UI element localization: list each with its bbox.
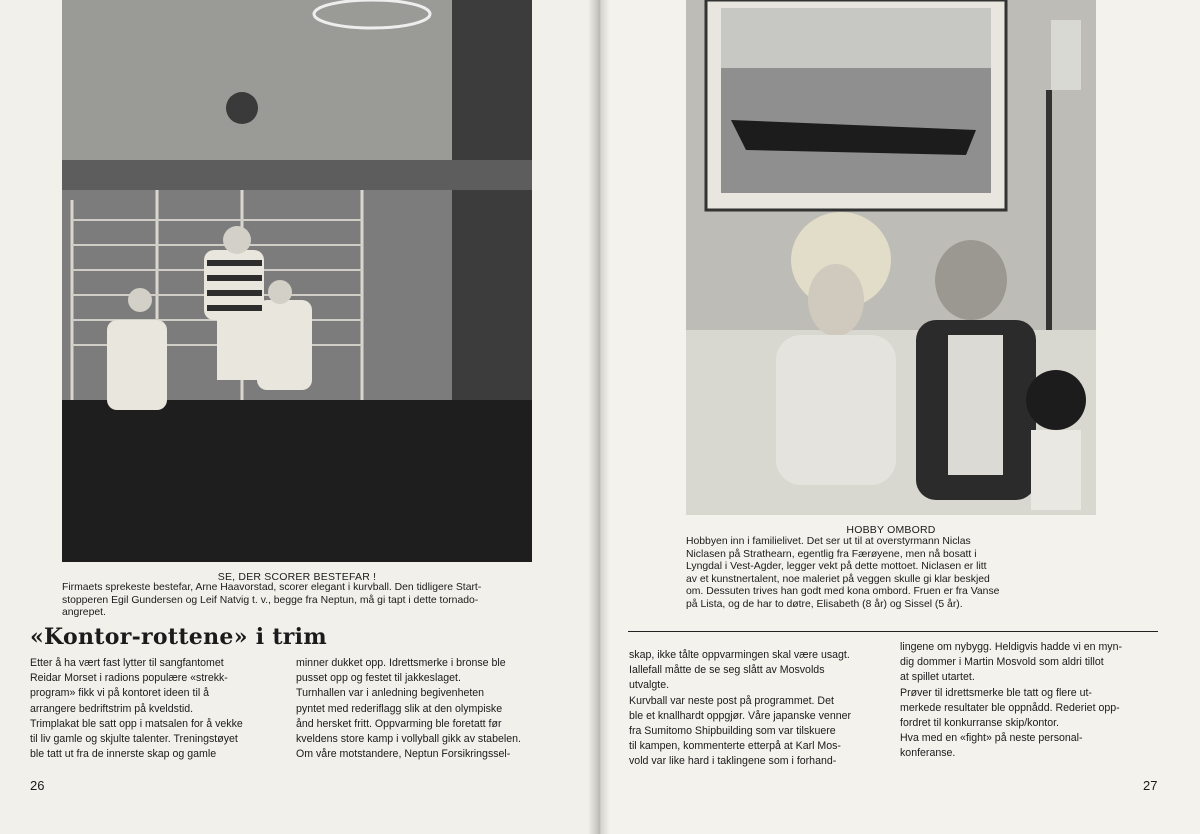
- book-gutter: [588, 0, 610, 834]
- text-line: at spillet utartet.: [900, 671, 975, 684]
- article-column-2: [296, 656, 558, 762]
- article-column-1: [30, 656, 280, 762]
- text-line: Prøver til idrettsmerke ble tatt og flere ut-: [900, 686, 1092, 699]
- text-line: pusset opp og festet til jakkeslaget.: [296, 672, 461, 685]
- basketball-photo: [62, 0, 532, 562]
- text-line: utvalgte.: [629, 679, 670, 692]
- left-photo-caption: [62, 582, 538, 620]
- couple-photo-drawing: [686, 0, 1096, 515]
- caption-line: om. Dessuten trives han godt med kona ombord. Fruen er fra Vanse: [686, 586, 1000, 597]
- caption-line: stopperen Egil Gundersen og Leif Natvig t. v., begge fra Neptun, må gi tapt i dette tornado-: [62, 594, 479, 606]
- article-column-4: [900, 640, 1158, 762]
- text-line: fra Sumitomo Shipbuilding som var tilskuere: [629, 725, 836, 738]
- caption-line: Hobbyen inn i familielivet. Det ser ut til at overstyrmann Niclas: [686, 536, 971, 547]
- text-line: pyntet med rederiflagg slik at den olympiske: [296, 702, 503, 715]
- text-line: program» fikk vi på kontoret ideen til å: [30, 687, 210, 700]
- text-line: arrangere bedriftstrim på kveldstid.: [30, 702, 194, 715]
- article-column-3: [629, 648, 891, 770]
- text-line: Kurvball var neste post på programmet. Det: [629, 694, 834, 707]
- text-line: Trimplakat ble satt opp i matsalen for å vekke: [30, 717, 243, 730]
- caption-line: på Lista, og de har to døtre, Elisabeth (8 år) og Sissel (5 år).: [686, 598, 963, 610]
- basketball-photo-drawing: [62, 0, 532, 562]
- text-line: Om våre motstandere, Neptun Forsikringssel-: [296, 748, 511, 761]
- text-line: Etter å ha vært fast lytter til sangfantomet: [30, 657, 224, 669]
- caption-line: Niclasen på Strathearn, egentlig fra Færøyene, men nå bosatt i: [686, 548, 977, 560]
- right-photo-caption-title: HOBBY OMBORD: [846, 524, 936, 536]
- text-line: Hva med en «fight» på neste personal-: [900, 732, 1083, 745]
- couple-photo: [686, 0, 1096, 515]
- text-line: fordret til konkurranse skip/kontor.: [900, 717, 1059, 730]
- page-number-left: 26: [30, 778, 45, 793]
- text-line: minner dukket opp. Idrettsmerke i bronse ble: [296, 657, 506, 669]
- text-line: dig dommer i Martin Mosvold som aldri tillot: [900, 656, 1104, 669]
- text-line: ble et knallhardt oppgjør. Våre japanske venner: [629, 709, 852, 722]
- text-line: lingene om nybygg. Heldigvis hadde vi en myn-: [900, 641, 1123, 653]
- text-line: Reidar Morset i radions populære «strekk-: [30, 672, 228, 685]
- text-line: kveldens store kamp i vollyball gikk av stabelen.: [296, 733, 521, 746]
- text-line: til kampen, kommenterte etterpå at Karl Mos-: [629, 740, 841, 753]
- text-line: til liv gamle og skjulte talenter. Treningstøyet: [30, 733, 238, 746]
- text-line: skap, ikke tålte oppvarmingen skal være usagt.: [629, 649, 850, 661]
- page-number-right: 27: [1143, 778, 1158, 793]
- text-line: ble tatt ut fra de innerste skap og gamle: [30, 748, 217, 761]
- article-headline: «Kontor-rottene» i trim: [30, 624, 327, 650]
- text-line: merkede resultater ble oppnådd. Rederiet opp-: [900, 701, 1120, 714]
- text-line: Iallefall måtte de se seg slått av Mosvolds: [629, 664, 825, 677]
- left-photo-caption-title: SE, DER SCORER BESTEFAR !: [217, 571, 377, 583]
- right-photo-caption: [686, 536, 1100, 611]
- text-line: vold var like hard i taklingene som i forhand-: [629, 755, 837, 768]
- text-line: ånd hersket fritt. Oppvarming ble foretatt før: [296, 717, 502, 730]
- caption-line: Lyngdal i Vest-Agder, legger vekt på dette mottoet. Niclasen er litt: [686, 561, 987, 572]
- text-line: Turnhallen var i anledning begivenheten: [296, 687, 485, 700]
- caption-line: angrepet.: [62, 607, 106, 618]
- caption-line: av et kunstnertalent, noe maleriet på veggen skulle gi klar beskjed: [686, 573, 990, 585]
- column-divider-rule: [628, 631, 1158, 632]
- caption-line: Firmaets sprekeste bestefar, Arne Haavorstad, scorer elegant i kurvball. Den tidligere Start-: [62, 582, 482, 593]
- text-line: konferanse.: [900, 747, 956, 760]
